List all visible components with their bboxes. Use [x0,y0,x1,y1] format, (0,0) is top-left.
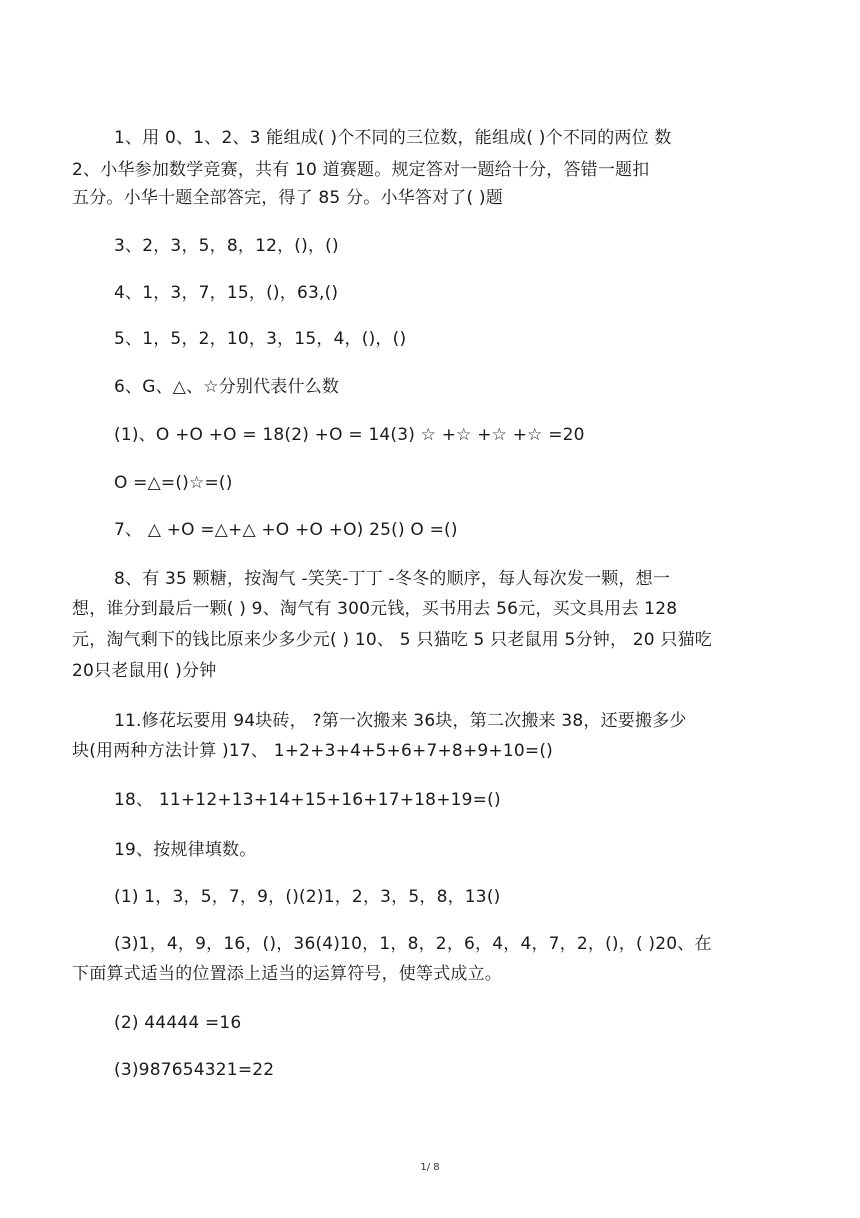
question-2-line-1: 2、小华参加数学竞赛，共有 10 道赛题。规定答对一题给十分，答错一题扣 [72,160,650,180]
question-10-line-2: 20只老鼠用( )分钟 [72,661,217,681]
question-8-line-2: 想，谁分到最后一颗( ) 9、淘气有 300元钱，买书用去 56元，买文具用去 128 [72,599,678,619]
question-9-10-line: 元，淘气剩下的钱比原来少多少元( ) 10、 5 只猫吃 5 只老鼠用 5分钟， 20 只猫吃 [72,630,713,650]
question-11-17-line: 块(用两种方法计算 )17、 1+2+3+4+5+6+7+8+9+10=() [72,741,553,761]
question-8-line-1: 8、有 35 颗糖，按淘气 -笑笑-丁丁 -冬冬的顺序，每人每次发一颗，想一 [114,569,671,589]
question-11-line-1: 11.修花坛要用 94块砖， ?第一次搬来 36块，第二次搬来 38，还要搬多少 [114,711,687,731]
question-7-line: 7、 △ +O =△+△ +O +O +O) 25() O =() [114,520,458,540]
question-18-line: 18、 11+12+13+14+15+16+17+18+19=() [114,790,501,810]
question-20-line: 下面算式适当的位置添上适当的运算符号，使等式成立。 [72,964,502,984]
question-20-part-2-line: (2) 44444 =16 [114,1013,242,1033]
page-number: 1/ 8 [420,1162,440,1173]
question-20-part-3-line: (3)987654321=22 [114,1060,275,1080]
question-1-line: 1、用 0、1、2、3 能组成( )个不同的三位数，能组成( )个不同的两位 数 [114,128,672,148]
question-4-line: 4、1，3，7，15，()，63,() [114,283,339,303]
question-6-answers-line: O =△=()☆=() [114,473,233,493]
question-19-line: 19、按规律填数。 [114,840,257,860]
question-6-equations-line: (1)、O +O +O = 18(2) +O = 14(3) ☆ +☆ +☆ +☆ =20 [114,425,585,445]
question-6-line: 6、G、△、☆分别代表什么数 [114,377,340,397]
question-5-line: 5、1，5，2，10，3，15，4，()，() [114,329,407,349]
question-3-line: 3、2，3，5，8，12，()，() [114,236,339,256]
question-2-line-2: 五分。小华十题全部答完，得了 85 分。小华答对了( )题 [72,188,503,208]
question-19-part-1-line: (1) 1，3，5，7，9，()(2)1，2，3，5，8，13() [114,887,501,907]
question-19-part-3-line: (3)1，4，9，16，()，36(4)10，1，8，2，6，4，4，7，2，()，( )20、在 [114,934,712,954]
